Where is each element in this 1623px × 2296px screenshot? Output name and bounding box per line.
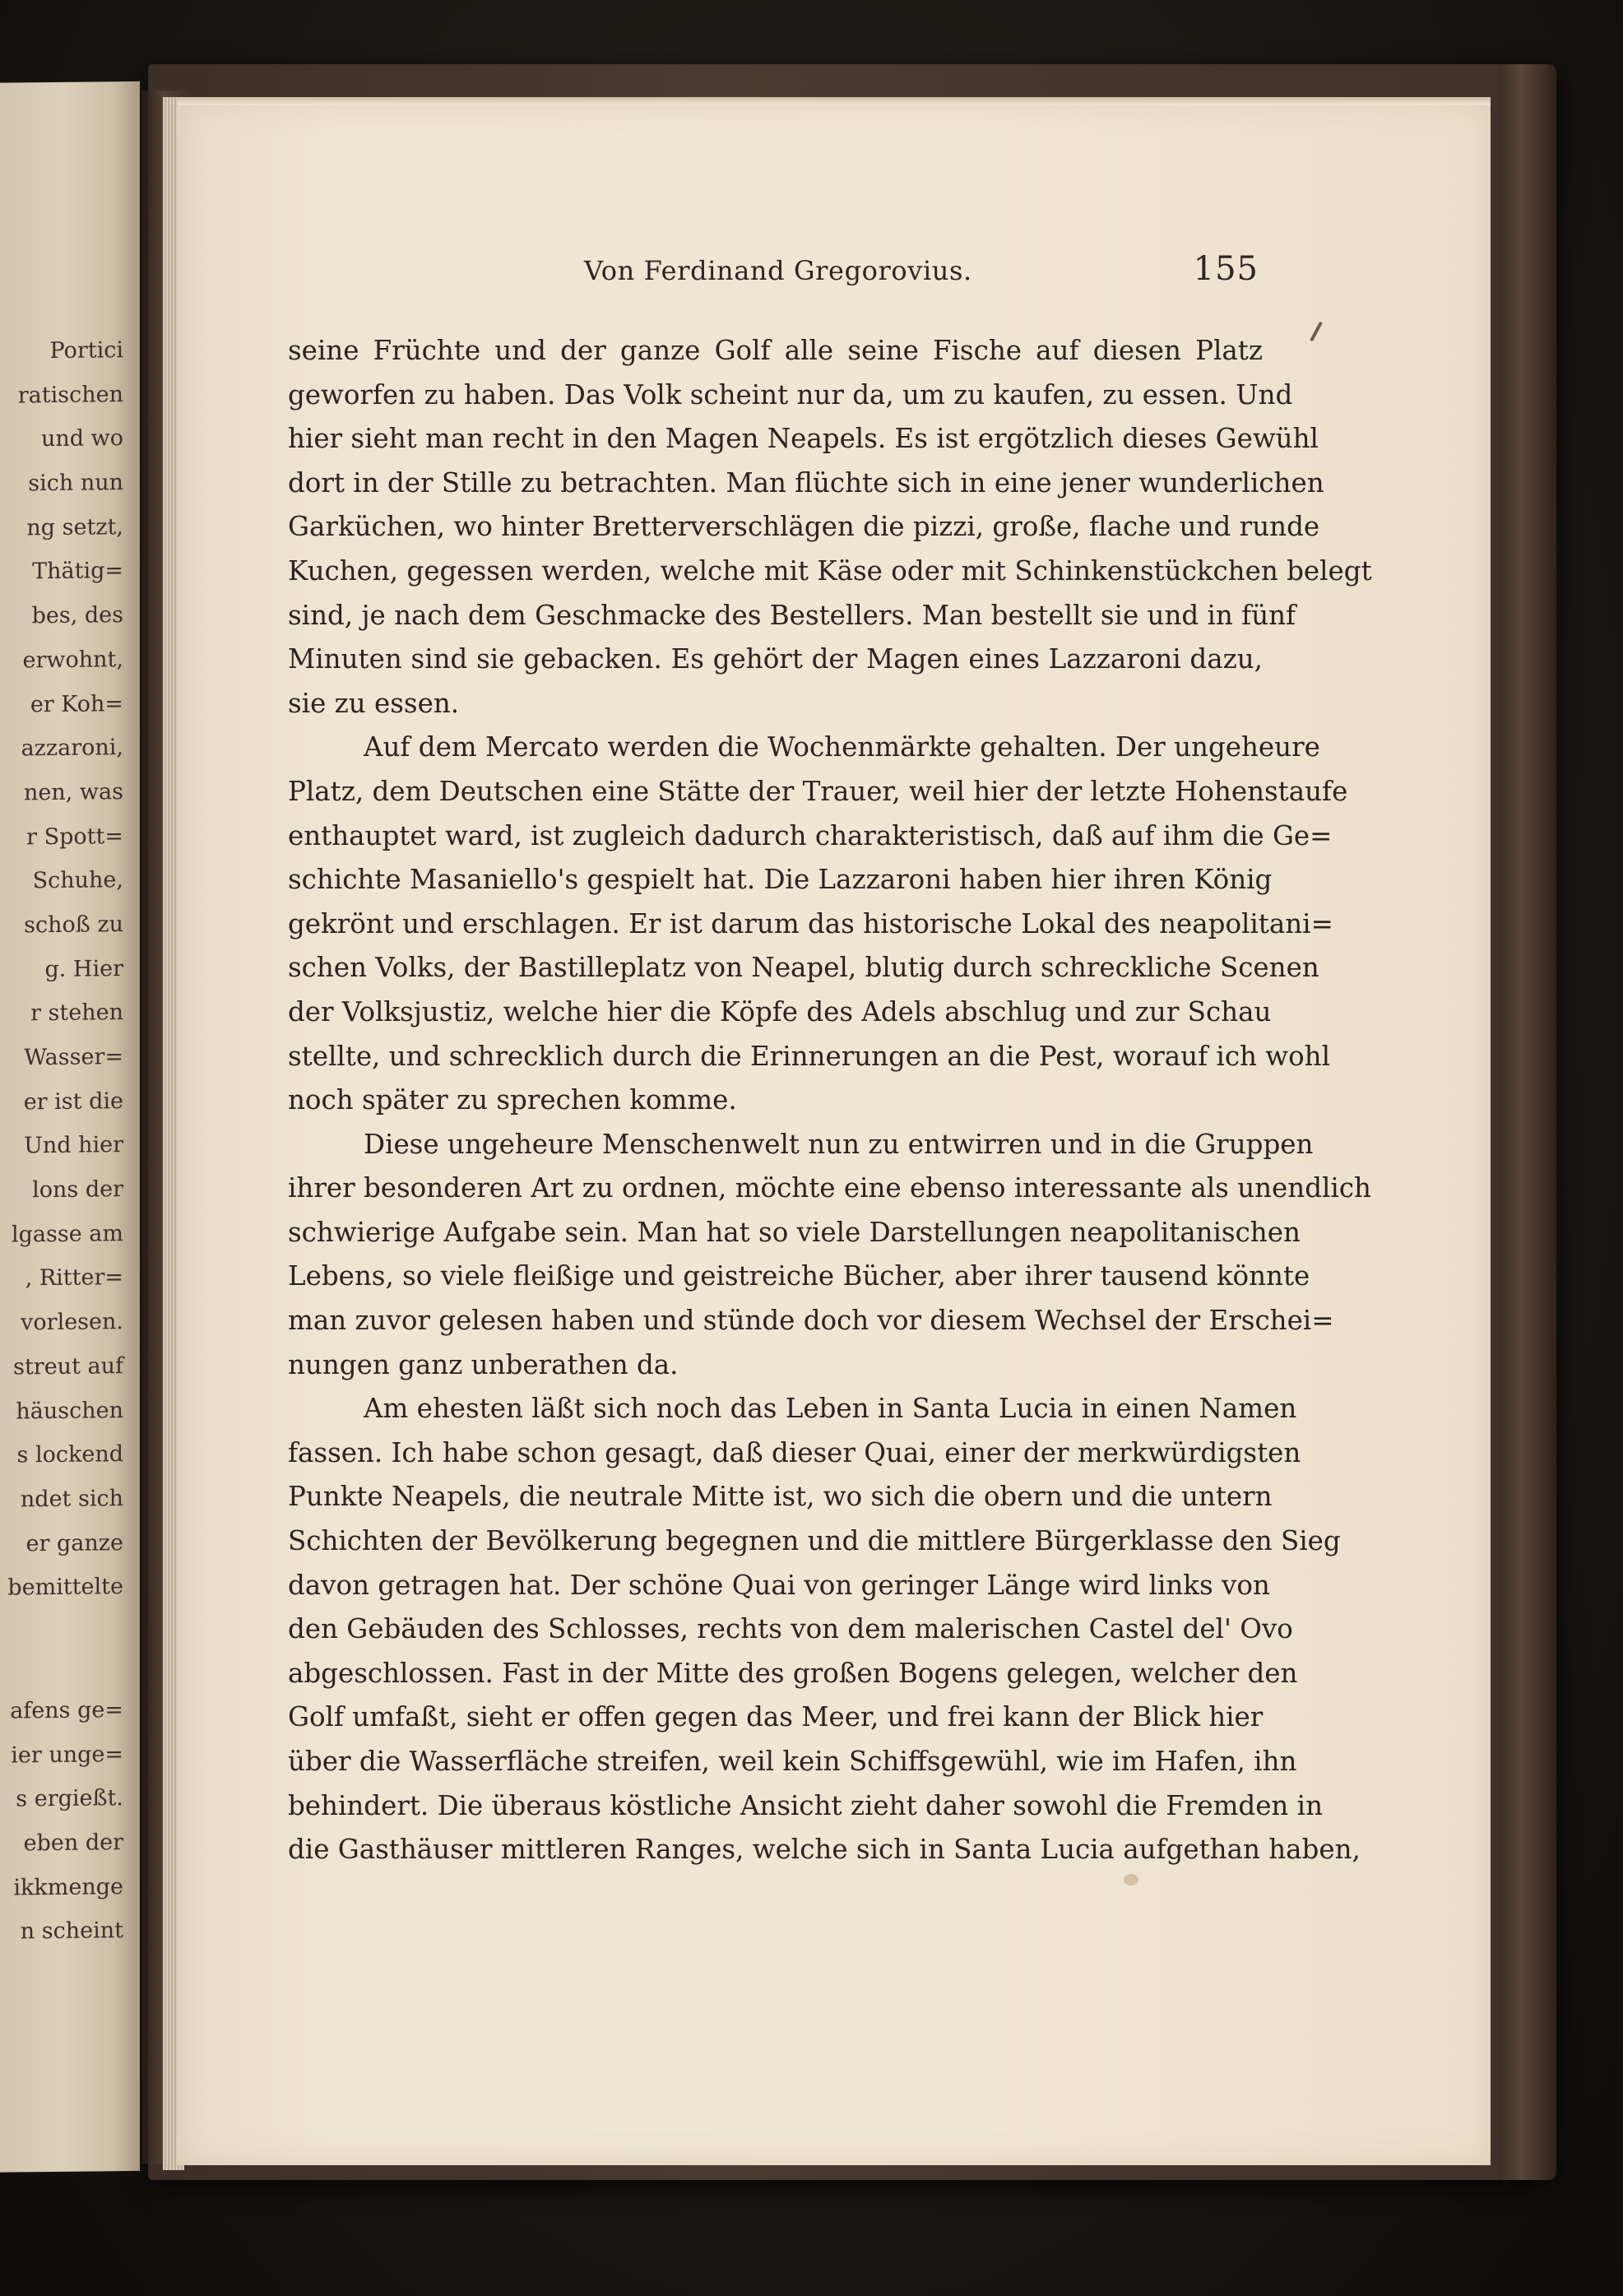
text-line: fassen. Ich habe schon gesagt, daß dieser Quai, einer der merkwürdigsten	[288, 1436, 1301, 1468]
left-page-fragment: vorlesen.	[21, 1309, 123, 1336]
left-page-fragment: nen, was	[24, 778, 123, 806]
text-line: Golf umfaßt, sieht er offen gegen das Meer, und frei kann der Blick hier	[288, 1701, 1264, 1733]
text-line: ihrer besonderen Art zu ordnen, möchte eine ebenso interessante als unendlich	[288, 1172, 1371, 1204]
text-line: schichte Masaniello's gespielt hat. Die Lazzaroni haben hier ihren König	[288, 864, 1273, 896]
left-page-fragment: er ist die	[23, 1088, 123, 1116]
left-page-fragment: Portici	[49, 337, 123, 364]
left-page-fragment: ratischen	[17, 381, 123, 409]
left-page-text	[0, 328, 123, 1955]
page-header	[584, 247, 1259, 296]
left-page-fragment: bemittelte	[7, 1574, 123, 1601]
page-number: 155	[1193, 250, 1259, 288]
text-line: geworfen zu haben. Das Volk scheint nur da, um zu kaufen, zu essen. Und	[288, 378, 1293, 410]
left-page-fragment: ikkmenge	[13, 1873, 123, 1901]
text-line: den Gebäuden des Schlosses, rechts von dem malerischen Castel del' Ovo	[288, 1613, 1293, 1645]
text-line: abgeschlossen. Fast in der Mitte des großen Bogens gelegen, welcher den	[288, 1657, 1298, 1689]
left-page-fragment: r Spott=	[26, 823, 123, 850]
left-page-fragment: ng setzt,	[26, 513, 123, 541]
left-page-fragment: r stehen	[30, 1000, 123, 1027]
left-page-fragment: Schuhe,	[32, 867, 123, 894]
left-page-fragment: er Koh=	[30, 690, 123, 717]
left-page-fragment: g. Hier	[44, 955, 123, 982]
body-text	[288, 329, 1372, 1872]
text-line: Garküchen, wo hinter Bretterverschlägen die pizzi, große, flache und runde	[288, 511, 1320, 543]
running-title: Von Ferdinand Gregorovius.	[584, 255, 972, 286]
left-page-fragment: Und hier	[24, 1132, 123, 1159]
page-top-edge	[178, 97, 1491, 105]
left-page-fragment: lons der	[32, 1176, 123, 1204]
text-line: sind, je nach dem Geschmacke des Bestellers. Man bestellt sie und in fünf	[288, 599, 1296, 631]
left-page-fragment: lgasse am	[12, 1220, 123, 1248]
text-line: gekrönt und erschlagen. Er ist darum das historische Lokal des neapolitani=	[288, 907, 1333, 939]
left-page-fragment: ndet sich	[20, 1485, 123, 1513]
left-page-fragment: azzaroni,	[21, 735, 123, 762]
left-page-fragment: n scheint	[20, 1918, 123, 1945]
text-line: davon getragen hat. Der schöne Quai von geringer Länge wird links von	[288, 1569, 1270, 1601]
left-page-fragment: häuschen	[16, 1397, 123, 1424]
text-line: man zuvor gelesen haben und stünde doch vor diesem Wechsel der Erschei=	[288, 1305, 1334, 1337]
left-page-fragment: Wasser=	[24, 1044, 123, 1071]
text-line: schen Volks, der Bastilleplatz von Neapel, blutig durch schreckliche Scenen	[288, 952, 1319, 984]
text-line: behindert. Die überaus köstliche Ansicht zieht daher sowohl die Fremden in	[288, 1789, 1324, 1821]
left-page	[0, 81, 140, 2173]
text-line: schwierige Aufgabe sein. Man hat so viele Darstellungen neapolitanischen	[288, 1216, 1301, 1248]
text-line: Am ehesten läßt sich noch das Leben in Santa Lucia in einen Namen	[364, 1393, 1297, 1425]
left-page-fragment: schoß zu	[24, 911, 123, 939]
text-line: Schichten der Bevölkerung begegnen und die mittlere Bürgerklasse den Sieg	[288, 1525, 1341, 1557]
text-line: hier sieht man recht in den Magen Neapels. Es ist ergötzlich dieses Gewühl	[288, 423, 1319, 455]
left-page-fragment: , Ritter=	[25, 1264, 123, 1292]
left-page-gap	[0, 1609, 123, 1690]
paper-stain	[1124, 1874, 1138, 1886]
text-line: die Gasthäuser mittleren Ranges, welche sich in Santa Lucia aufgethan haben,	[288, 1834, 1361, 1866]
text-line: Platz, dem Deutschen eine Stätte der Trauer, weil hier der letzte Hohenstaufe	[288, 775, 1348, 807]
text-line: stellte, und schrecklich durch die Erinnerungen an die Pest, worauf ich wohl	[288, 1040, 1330, 1072]
text-line: Lebens, so viele fleißige und geistreiche Bücher, aber ihrer tausend könnte	[288, 1260, 1310, 1292]
text-line: Kuchen, gegessen werden, welche mit Käse oder mit Schinkenstückchen belegt	[288, 554, 1372, 587]
text-line: über die Wasserfläche streifen, weil kein Schiffsgewühl, wie im Hafen, ihn	[288, 1746, 1297, 1777]
left-page-fragment: sich nun	[28, 470, 123, 497]
left-page-fragment: streut auf	[13, 1352, 123, 1380]
left-page-fragment: und wo	[40, 425, 123, 452]
left-page-fragment: Thätig=	[32, 558, 123, 585]
text-line: noch später zu sprechen komme.	[288, 1084, 737, 1116]
text-line: Diese ungeheure Menschenwelt nun zu entwirren und in die Gruppen	[364, 1128, 1314, 1160]
left-page-fragment: s lockend	[16, 1441, 123, 1468]
left-page-fragment: bes, des	[31, 602, 123, 629]
left-page-fragment: afens ge=	[10, 1697, 123, 1724]
text-line: seine Früchte und der ganze Golf alle seine Fische auf diesen Platz	[288, 335, 1263, 366]
text-line: der Volksjustiz, welche hier die Köpfe des Adels abschlug und zur Schau	[288, 995, 1272, 1027]
text-line: Auf dem Mercato werden die Wochenmärkte gehalten. Der ungeheure	[364, 731, 1320, 763]
text-line: nungen ganz unberathen da.	[288, 1348, 679, 1380]
left-page-fragment: er ganze	[26, 1529, 123, 1556]
text-line: enthauptet ward, ist zugleich dadurch charakteristisch, daß auf ihm die Ge=	[288, 819, 1333, 851]
left-page-fragment: s ergießt.	[16, 1785, 123, 1812]
cover-board-edge	[1499, 64, 1556, 2180]
text-line: Minuten sind sie gebacken. Es gehört der Magen eines Lazzaroni dazu,	[288, 643, 1263, 675]
text-line: sie zu essen.	[288, 687, 460, 719]
text-line: dort in der Stille zu betrachten. Man flüchte sich in eine jener wunderlichen	[288, 466, 1324, 499]
left-page-fragment: erwohnt,	[22, 646, 123, 674]
text-line: Punkte Neapels, die neutrale Mitte ist, wo sich die obern und die untern	[288, 1481, 1273, 1513]
left-page-fragment: eben der	[23, 1830, 123, 1857]
left-page-fragment: ier unge=	[11, 1741, 123, 1769]
